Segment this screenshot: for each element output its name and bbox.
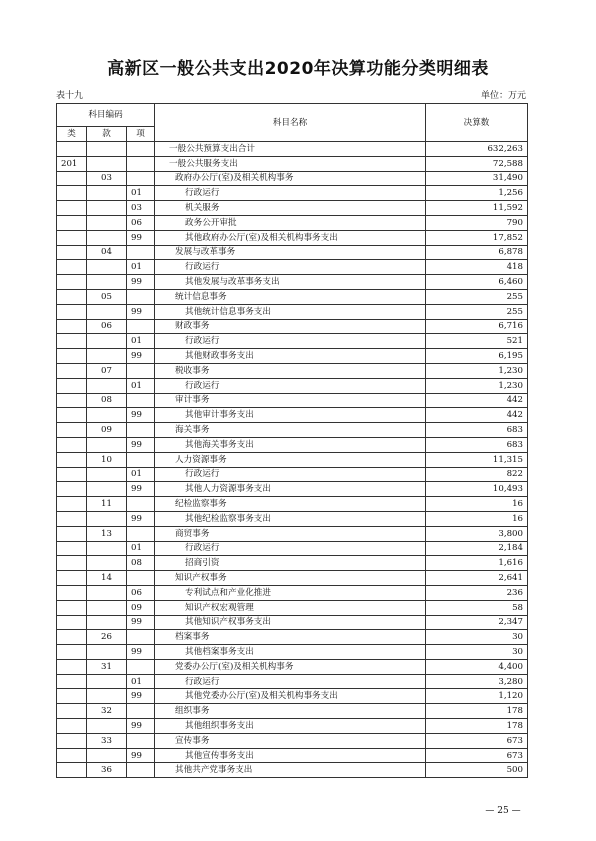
cell-kuan: 26 <box>87 630 127 645</box>
cell-name: 其他海关事务支出 <box>155 437 426 452</box>
cell-name: 其他知识产权事务支出 <box>155 615 426 630</box>
cell-kuan <box>87 615 127 630</box>
cell-lei <box>57 674 87 689</box>
cell-xiang <box>127 571 155 586</box>
cell-name: 其他组织事务支出 <box>155 719 426 734</box>
cell-xiang <box>127 526 155 541</box>
cell-xiang <box>127 733 155 748</box>
cell-xiang: 06 <box>127 585 155 600</box>
cell-amount: 6,716 <box>426 319 528 334</box>
table-row <box>57 497 528 512</box>
table-row <box>57 482 528 497</box>
cell-xiang: 99 <box>127 511 155 526</box>
cell-amount: 790 <box>426 215 528 230</box>
cell-name: 纪检监察事务 <box>155 497 426 512</box>
cell-xiang <box>127 156 155 171</box>
cell-xiang: 01 <box>127 260 155 275</box>
cell-name: 组织事务 <box>155 704 426 719</box>
cell-amount: 673 <box>426 748 528 763</box>
cell-xiang <box>127 171 155 186</box>
table-row <box>57 571 528 586</box>
cell-lei <box>57 526 87 541</box>
cell-lei <box>57 541 87 556</box>
cell-kuan <box>87 600 127 615</box>
cell-lei: 201 <box>57 156 87 171</box>
cell-amount: 10,493 <box>426 482 528 497</box>
cell-xiang: 01 <box>127 334 155 349</box>
cell-lei <box>57 363 87 378</box>
table-row <box>57 363 528 378</box>
table-row <box>57 142 528 157</box>
table-row <box>57 630 528 645</box>
cell-amount: 6,460 <box>426 275 528 290</box>
cell-xiang <box>127 497 155 512</box>
cell-name: 税收事务 <box>155 363 426 378</box>
cell-kuan <box>87 556 127 571</box>
table-row <box>57 437 528 452</box>
cell-amount: 178 <box>426 719 528 734</box>
cell-lei <box>57 378 87 393</box>
cell-xiang: 99 <box>127 437 155 452</box>
cell-name: 其他档案事务支出 <box>155 645 426 660</box>
cell-kuan <box>87 437 127 452</box>
cell-xiang <box>127 245 155 260</box>
cell-kuan <box>87 482 127 497</box>
cell-xiang: 01 <box>127 378 155 393</box>
cell-name: 商贸事务 <box>155 526 426 541</box>
cell-kuan: 13 <box>87 526 127 541</box>
cell-kuan <box>87 186 127 201</box>
cell-amount: 58 <box>426 600 528 615</box>
cell-xiang: 99 <box>127 408 155 423</box>
cell-lei <box>57 615 87 630</box>
cell-lei <box>57 142 87 157</box>
cell-xiang <box>127 630 155 645</box>
cell-xiang: 06 <box>127 215 155 230</box>
cell-kuan: 06 <box>87 319 127 334</box>
cell-name: 其他审计事务支出 <box>155 408 426 423</box>
table-row <box>57 763 528 778</box>
cell-amount: 418 <box>426 260 528 275</box>
header-xiang: 项 <box>127 127 155 142</box>
table-row <box>57 171 528 186</box>
cell-kuan <box>87 201 127 216</box>
table-row <box>57 408 528 423</box>
cell-kuan: 05 <box>87 289 127 304</box>
cell-lei <box>57 733 87 748</box>
expenditure-table <box>56 103 528 778</box>
cell-name: 行政运行 <box>155 674 426 689</box>
table-row <box>57 230 528 245</box>
cell-kuan <box>87 645 127 660</box>
cell-lei <box>57 319 87 334</box>
cell-kuan <box>87 689 127 704</box>
cell-name: 财政事务 <box>155 319 426 334</box>
cell-name: 知识产权宏观管理 <box>155 600 426 615</box>
cell-amount: 31,490 <box>426 171 528 186</box>
cell-amount: 236 <box>426 585 528 600</box>
table-row <box>57 186 528 201</box>
cell-xiang: 09 <box>127 600 155 615</box>
cell-name: 档案事务 <box>155 630 426 645</box>
table-row <box>57 334 528 349</box>
header-lei: 类 <box>57 127 87 142</box>
cell-kuan <box>87 349 127 364</box>
cell-name: 其他党委办公厅(室)及相关机构事务支出 <box>155 689 426 704</box>
cell-name: 审计事务 <box>155 393 426 408</box>
cell-kuan <box>87 585 127 600</box>
cell-xiang: 99 <box>127 689 155 704</box>
cell-amount: 521 <box>426 334 528 349</box>
cell-xiang <box>127 363 155 378</box>
cell-xiang <box>127 289 155 304</box>
header-amount: 决算数 <box>426 104 528 142</box>
cell-lei <box>57 763 87 778</box>
cell-lei <box>57 393 87 408</box>
table-row <box>57 423 528 438</box>
table-row <box>57 452 528 467</box>
cell-kuan <box>87 511 127 526</box>
table-row <box>57 393 528 408</box>
table-row <box>57 467 528 482</box>
cell-kuan: 31 <box>87 659 127 674</box>
cell-amount: 2,347 <box>426 615 528 630</box>
cell-name: 行政运行 <box>155 378 426 393</box>
cell-kuan: 08 <box>87 393 127 408</box>
cell-xiang: 99 <box>127 349 155 364</box>
cell-kuan: 11 <box>87 497 127 512</box>
cell-xiang: 01 <box>127 674 155 689</box>
cell-kuan <box>87 467 127 482</box>
cell-amount: 1,256 <box>426 186 528 201</box>
cell-xiang <box>127 142 155 157</box>
table-row <box>57 511 528 526</box>
table-row <box>57 600 528 615</box>
header-kuan: 款 <box>87 127 127 142</box>
cell-amount: 4,400 <box>426 659 528 674</box>
table-row <box>57 526 528 541</box>
cell-kuan <box>87 378 127 393</box>
cell-amount: 683 <box>426 437 528 452</box>
cell-name: 专利试点和产业化推进 <box>155 585 426 600</box>
cell-lei <box>57 230 87 245</box>
cell-lei <box>57 630 87 645</box>
cell-lei <box>57 659 87 674</box>
cell-kuan <box>87 408 127 423</box>
table-row <box>57 733 528 748</box>
table-row <box>57 541 528 556</box>
cell-lei <box>57 571 87 586</box>
cell-xiang <box>127 763 155 778</box>
cell-name: 行政运行 <box>155 334 426 349</box>
cell-kuan: 10 <box>87 452 127 467</box>
cell-lei <box>57 289 87 304</box>
table-row <box>57 349 528 364</box>
cell-name: 政务公开审批 <box>155 215 426 230</box>
cell-xiang <box>127 704 155 719</box>
cell-lei <box>57 511 87 526</box>
cell-kuan: 03 <box>87 171 127 186</box>
table-row <box>57 674 528 689</box>
cell-kuan: 14 <box>87 571 127 586</box>
cell-xiang: 99 <box>127 230 155 245</box>
cell-lei <box>57 275 87 290</box>
cell-lei <box>57 437 87 452</box>
cell-name: 其他财政事务支出 <box>155 349 426 364</box>
cell-name: 党委办公厅(室)及相关机构事务 <box>155 659 426 674</box>
cell-amount: 16 <box>426 511 528 526</box>
cell-xiang: 03 <box>127 201 155 216</box>
cell-name: 招商引资 <box>155 556 426 571</box>
cell-name: 行政运行 <box>155 186 426 201</box>
cell-lei <box>57 719 87 734</box>
cell-lei <box>57 585 87 600</box>
table-row <box>57 215 528 230</box>
cell-amount: 3,800 <box>426 526 528 541</box>
cell-lei <box>57 260 87 275</box>
cell-xiang <box>127 423 155 438</box>
cell-kuan <box>87 304 127 319</box>
cell-kuan <box>87 142 127 157</box>
cell-lei <box>57 497 87 512</box>
cell-amount: 632,263 <box>426 142 528 157</box>
table-row <box>57 289 528 304</box>
cell-kuan <box>87 334 127 349</box>
cell-xiang <box>127 659 155 674</box>
table-row <box>57 319 528 334</box>
cell-name: 其他统计信息事务支出 <box>155 304 426 319</box>
cell-amount: 1,120 <box>426 689 528 704</box>
cell-xiang: 08 <box>127 556 155 571</box>
cell-lei <box>57 215 87 230</box>
cell-lei <box>57 748 87 763</box>
cell-xiang: 99 <box>127 719 155 734</box>
cell-name: 宣传事务 <box>155 733 426 748</box>
table-row <box>57 201 528 216</box>
cell-lei <box>57 600 87 615</box>
cell-name: 其他宣传事务支出 <box>155 748 426 763</box>
cell-amount: 255 <box>426 304 528 319</box>
cell-lei <box>57 556 87 571</box>
cell-kuan: 09 <box>87 423 127 438</box>
cell-name: 海关事务 <box>155 423 426 438</box>
page-number: — 25 — <box>485 806 521 816</box>
table-row <box>57 585 528 600</box>
page-title: 高新区一般公共支出2020年决算功能分类明细表 <box>107 59 489 79</box>
table-row <box>57 645 528 660</box>
cell-amount: 1,616 <box>426 556 528 571</box>
cell-kuan: 07 <box>87 363 127 378</box>
cell-kuan: 33 <box>87 733 127 748</box>
table-row <box>57 260 528 275</box>
cell-lei <box>57 186 87 201</box>
table-row <box>57 748 528 763</box>
cell-kuan <box>87 748 127 763</box>
cell-amount: 255 <box>426 289 528 304</box>
cell-name: 其他纪检监察事务支出 <box>155 511 426 526</box>
table-label: 表十九 <box>56 91 84 101</box>
cell-xiang: 99 <box>127 482 155 497</box>
cell-name: 统计信息事务 <box>155 289 426 304</box>
cell-kuan <box>87 275 127 290</box>
header-name: 科目名称 <box>155 104 426 142</box>
cell-amount: 6,195 <box>426 349 528 364</box>
cell-xiang: 99 <box>127 645 155 660</box>
cell-amount: 500 <box>426 763 528 778</box>
cell-xiang <box>127 393 155 408</box>
cell-lei <box>57 482 87 497</box>
cell-amount: 6,878 <box>426 245 528 260</box>
cell-amount: 30 <box>426 645 528 660</box>
cell-kuan <box>87 541 127 556</box>
cell-amount: 17,852 <box>426 230 528 245</box>
cell-kuan <box>87 674 127 689</box>
cell-amount: 11,315 <box>426 452 528 467</box>
cell-name: 机关服务 <box>155 201 426 216</box>
cell-amount: 822 <box>426 467 528 482</box>
table-row <box>57 689 528 704</box>
cell-amount: 16 <box>426 497 528 512</box>
table-row <box>57 719 528 734</box>
cell-xiang: 01 <box>127 541 155 556</box>
cell-lei <box>57 689 87 704</box>
cell-amount: 3,280 <box>426 674 528 689</box>
cell-name: 人力资源事务 <box>155 452 426 467</box>
cell-kuan <box>87 719 127 734</box>
cell-amount: 442 <box>426 393 528 408</box>
cell-kuan <box>87 260 127 275</box>
cell-name: 知识产权事务 <box>155 571 426 586</box>
cell-xiang: 01 <box>127 467 155 482</box>
cell-amount: 442 <box>426 408 528 423</box>
cell-lei <box>57 704 87 719</box>
cell-name: 其他共产党事务支出 <box>155 763 426 778</box>
cell-lei <box>57 304 87 319</box>
table-row <box>57 615 528 630</box>
cell-lei <box>57 245 87 260</box>
cell-amount: 1,230 <box>426 363 528 378</box>
cell-name: 行政运行 <box>155 467 426 482</box>
cell-name: 政府办公厅(室)及相关机构事务 <box>155 171 426 186</box>
header-code: 科目编码 <box>57 104 155 127</box>
cell-kuan <box>87 230 127 245</box>
table-row <box>57 659 528 674</box>
cell-name: 其他人力资源事务支出 <box>155 482 426 497</box>
table-row <box>57 556 528 571</box>
cell-kuan: 04 <box>87 245 127 260</box>
cell-amount: 178 <box>426 704 528 719</box>
cell-name: 其他政府办公厅(室)及相关机构事务支出 <box>155 230 426 245</box>
cell-name: 发展与改革事务 <box>155 245 426 260</box>
table-row <box>57 304 528 319</box>
table-row <box>57 704 528 719</box>
cell-name: 行政运行 <box>155 541 426 556</box>
table-row <box>57 378 528 393</box>
cell-xiang: 99 <box>127 748 155 763</box>
cell-lei <box>57 408 87 423</box>
cell-lei <box>57 334 87 349</box>
cell-lei <box>57 423 87 438</box>
cell-lei <box>57 349 87 364</box>
cell-kuan: 32 <box>87 704 127 719</box>
cell-kuan <box>87 215 127 230</box>
table-row <box>57 245 528 260</box>
unit-label: 单位：万元 <box>480 91 526 101</box>
cell-amount: 1,230 <box>426 378 528 393</box>
table-body <box>57 142 528 778</box>
cell-amount: 30 <box>426 630 528 645</box>
cell-xiang: 99 <box>127 304 155 319</box>
cell-lei <box>57 645 87 660</box>
cell-amount: 72,588 <box>426 156 528 171</box>
cell-name: 其他发展与改革事务支出 <box>155 275 426 290</box>
cell-xiang <box>127 319 155 334</box>
cell-amount: 683 <box>426 423 528 438</box>
cell-kuan: 36 <box>87 763 127 778</box>
cell-lei <box>57 452 87 467</box>
cell-lei <box>57 467 87 482</box>
cell-amount: 2,641 <box>426 571 528 586</box>
cell-lei <box>57 201 87 216</box>
cell-xiang: 99 <box>127 615 155 630</box>
table-row <box>57 156 528 171</box>
cell-kuan <box>87 156 127 171</box>
cell-amount: 11,592 <box>426 201 528 216</box>
cell-amount: 673 <box>426 733 528 748</box>
cell-xiang: 99 <box>127 275 155 290</box>
cell-xiang: 01 <box>127 186 155 201</box>
cell-lei <box>57 171 87 186</box>
table-row <box>57 275 528 290</box>
cell-name: 一般公共服务支出 <box>155 156 426 171</box>
cell-xiang <box>127 452 155 467</box>
cell-name: 一般公共预算支出合计 <box>155 142 426 157</box>
cell-amount: 2,184 <box>426 541 528 556</box>
cell-name: 行政运行 <box>155 260 426 275</box>
